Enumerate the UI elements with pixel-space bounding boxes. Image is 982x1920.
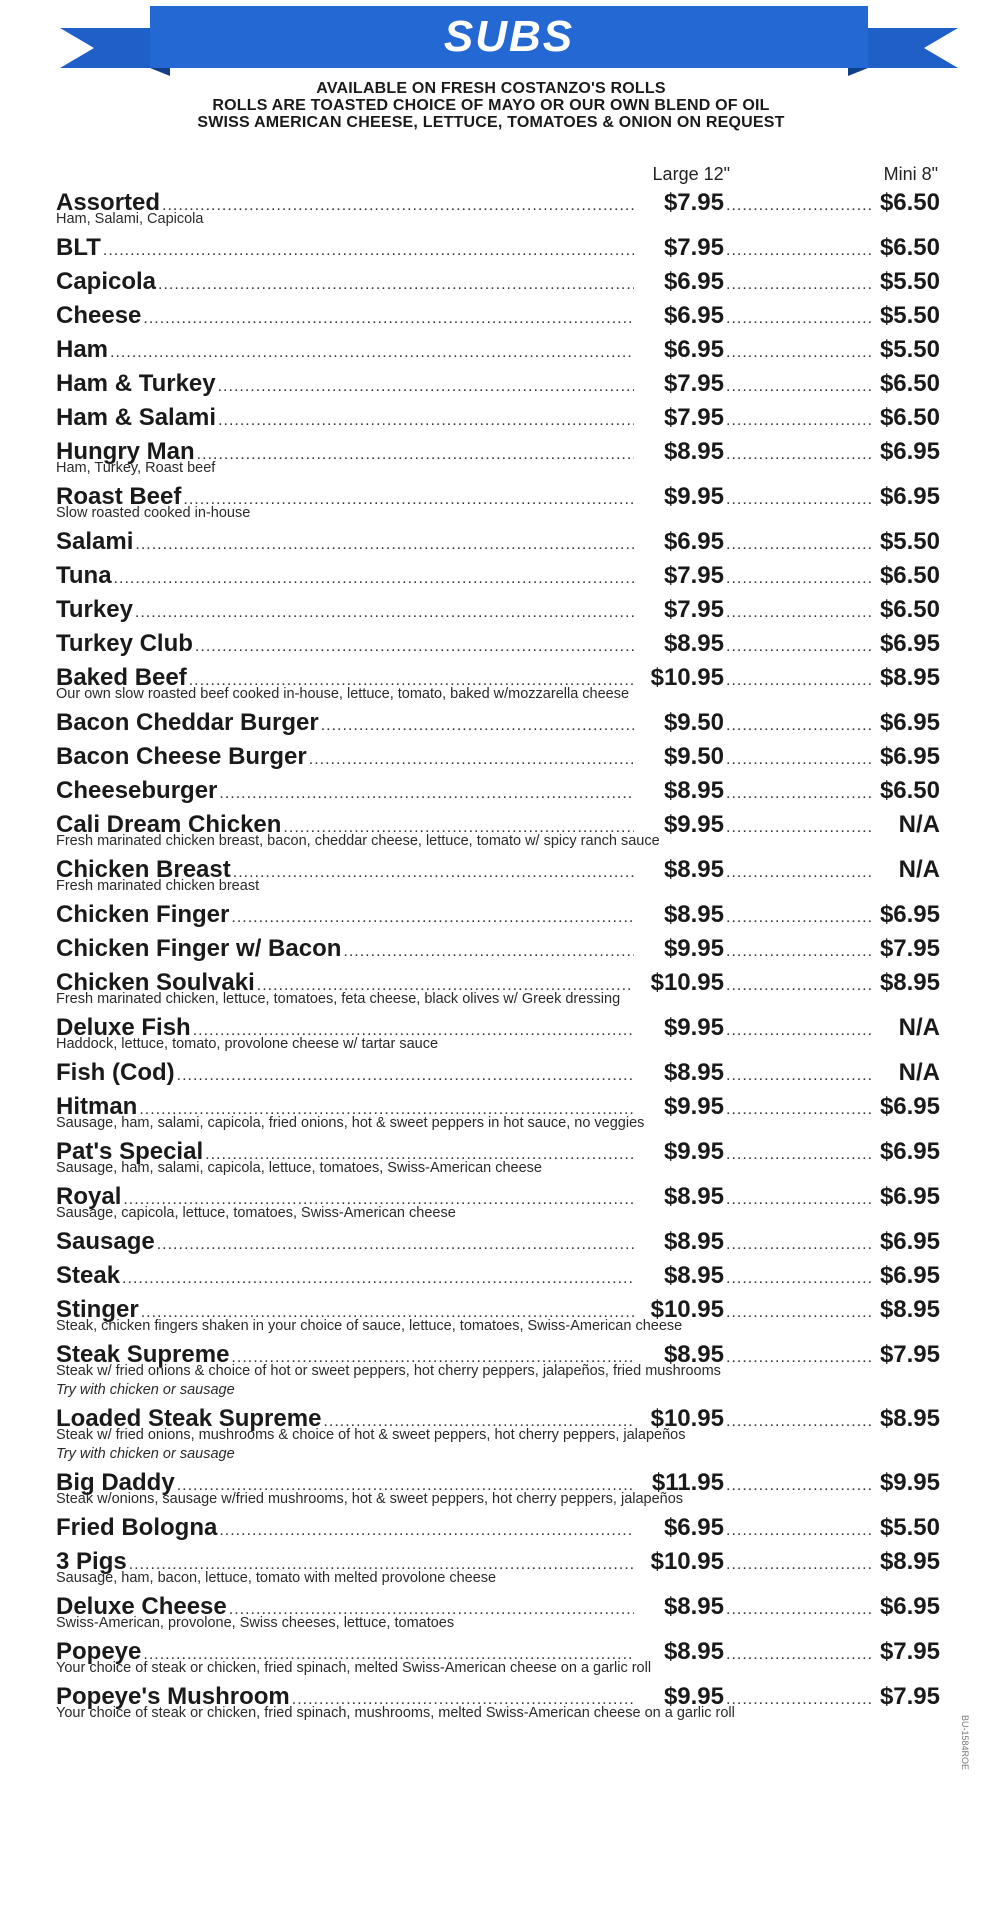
menu-item xyxy=(56,1680,940,1721)
menu-intro xyxy=(0,80,982,131)
item-description: Fresh marinated chicken breast, bacon, cheddar cheese, lettuce, tomato w/ spicy ranch sauce xyxy=(56,833,660,849)
menu-item xyxy=(56,333,940,367)
dot-leader xyxy=(726,438,872,472)
price-mini: $6.95 xyxy=(879,483,940,510)
dot-leader xyxy=(143,302,634,336)
dot-leader xyxy=(726,1183,872,1217)
dot-leader xyxy=(135,596,634,630)
item-description: Your choice of steak or chicken, fried spinach, mushrooms, melted Swiss-American cheese on a garlic roll xyxy=(56,1705,735,1721)
item-name: Steak xyxy=(56,1262,121,1289)
menu-item xyxy=(56,932,940,966)
menu-item-line xyxy=(56,231,940,265)
menu-item-line xyxy=(56,706,940,740)
menu-item xyxy=(56,186,940,227)
menu-item xyxy=(56,231,940,265)
price-mini: $7.95 xyxy=(879,935,940,962)
item-name: Popeye xyxy=(56,1638,142,1665)
item-name: Pat's Special xyxy=(56,1138,204,1165)
dot-leader xyxy=(726,1059,872,1093)
item-name: Royal xyxy=(56,1183,122,1210)
price-large: $8.95 xyxy=(663,777,724,804)
menu-item xyxy=(56,966,940,1007)
price-large: $10.95 xyxy=(650,1296,724,1323)
menu-item xyxy=(56,1635,940,1676)
dot-leader xyxy=(726,483,872,517)
price-large: $9.95 xyxy=(663,811,724,838)
price-large: $9.95 xyxy=(663,483,724,510)
dot-leader xyxy=(177,1059,634,1093)
menu-item xyxy=(56,559,940,593)
item-description: Sausage, ham, bacon, lettuce, tomato with melted provolone cheese xyxy=(56,1570,497,1586)
menu-item-line xyxy=(56,1511,940,1545)
item-name: BLT xyxy=(56,234,101,261)
item-description: Your choice of steak or chicken, fried spinach, melted Swiss-American cheese on a garlic roll xyxy=(56,1660,652,1676)
price-large: $11.95 xyxy=(651,1469,724,1496)
dot-leader xyxy=(218,404,634,438)
item-name: Turkey xyxy=(56,596,133,623)
menu-item xyxy=(56,1402,940,1462)
item-name: Sausage xyxy=(56,1228,155,1255)
price-mini: $5.50 xyxy=(879,302,940,329)
menu-item xyxy=(56,1180,940,1221)
price-mini: $6.50 xyxy=(879,777,940,804)
menu-list xyxy=(56,186,940,1725)
dot-leader xyxy=(195,630,634,664)
item-name: Deluxe Fish xyxy=(56,1014,191,1041)
item-description: Sausage, capicola, lettuce, tomatoes, Swiss-American cheese xyxy=(56,1205,456,1221)
price-mini: $6.95 xyxy=(879,1593,940,1620)
large-size-header: Large 12" xyxy=(652,164,730,184)
section-title: SUBS xyxy=(443,12,575,61)
price-large: $9.95 xyxy=(663,935,724,962)
price-mini: $6.50 xyxy=(879,370,940,397)
item-name: Bacon Cheese Burger xyxy=(56,743,307,770)
item-name: Chicken Finger w/ Bacon xyxy=(56,935,342,962)
price-large: $8.95 xyxy=(663,1059,724,1086)
price-mini: $8.95 xyxy=(879,1405,940,1432)
menu-item xyxy=(56,853,940,894)
item-description: Steak w/onions, sausage w/fried mushrooms, hot & sweet peppers, hot cherry peppers, jalapeños xyxy=(56,1491,684,1507)
menu-item xyxy=(56,1466,940,1507)
price-mini: $9.95 xyxy=(879,1469,940,1496)
item-name: Baked Beef xyxy=(56,664,187,691)
price-mini: $5.50 xyxy=(879,1514,940,1541)
dot-leader xyxy=(122,1262,634,1296)
intro-line-2: ROLLS ARE TOASTED CHOICE OF MAYO OR OUR OWN BLEND OF OIL xyxy=(212,97,770,114)
intro-line-1: AVAILABLE ON FRESH COSTANZO'S ROLLS xyxy=(316,80,666,97)
item-name: Fried Bologna xyxy=(56,1514,218,1541)
item-name: Hungry Man xyxy=(56,438,195,465)
item-description: Swiss-American, provolone, Swiss cheeses, lettuce, tomatoes xyxy=(56,1615,455,1631)
dot-leader xyxy=(726,811,872,845)
menu-item xyxy=(56,1293,940,1334)
price-large: $8.95 xyxy=(663,1262,724,1289)
dot-leader xyxy=(135,528,634,562)
menu-item xyxy=(56,1259,940,1293)
price-mini: $6.50 xyxy=(879,404,940,431)
price-mini: $5.50 xyxy=(879,336,940,363)
item-name: Cheeseburger xyxy=(56,777,218,804)
dot-leader xyxy=(158,268,634,302)
price-large: $10.95 xyxy=(650,1405,724,1432)
dot-leader xyxy=(726,1405,872,1439)
price-large: $7.95 xyxy=(663,596,724,623)
item-note: Try with chicken or sausage xyxy=(56,1382,235,1398)
dot-leader xyxy=(726,1638,872,1672)
item-name: Ham & Turkey xyxy=(56,370,216,397)
menu-item-line xyxy=(56,367,940,401)
item-name: Ham & Salami xyxy=(56,404,217,431)
item-note: Try with chicken or sausage xyxy=(56,1446,235,1462)
item-description: Haddock, lettuce, tomato, provolone cheese w/ tartar sauce xyxy=(56,1036,439,1052)
menu-item xyxy=(56,1135,940,1176)
price-mini: N/A xyxy=(898,811,940,838)
menu-item xyxy=(56,627,940,661)
item-description: Ham, Salami, Capicola xyxy=(56,211,204,227)
menu-item-line xyxy=(56,1225,940,1259)
item-name: Ham xyxy=(56,336,109,363)
item-name: Assorted xyxy=(56,189,161,216)
menu-item-line xyxy=(56,1259,940,1293)
price-mini: $6.95 xyxy=(879,438,940,465)
dot-leader xyxy=(726,562,872,596)
menu-item-line xyxy=(56,299,940,333)
menu-item xyxy=(56,1338,940,1398)
price-mini: $8.95 xyxy=(879,1296,940,1323)
dot-leader xyxy=(726,1014,872,1048)
price-mini: $6.95 xyxy=(879,1093,940,1120)
menu-item xyxy=(56,1511,940,1545)
menu-item-line xyxy=(56,740,940,774)
price-mini: $6.95 xyxy=(879,901,940,928)
dot-leader xyxy=(321,709,634,743)
dot-leader xyxy=(219,777,634,811)
item-name: Chicken Breast xyxy=(56,856,231,883)
dot-leader xyxy=(726,1514,872,1548)
menu-item-line xyxy=(56,525,940,559)
price-mini: $6.50 xyxy=(879,234,940,261)
item-name: Salami xyxy=(56,528,134,555)
price-mini: $8.95 xyxy=(879,1548,940,1575)
price-mini: $6.50 xyxy=(879,189,940,216)
item-description: Ham, Turkey, Roast beef xyxy=(56,460,216,476)
intro-line-3: SWISS AMERICAN CHEESE, LETTUCE, TOMATOES & ONION ON REQUEST xyxy=(197,114,785,131)
item-name: Fish (Cod) xyxy=(56,1059,175,1086)
item-name: Big Daddy xyxy=(56,1469,175,1496)
dot-leader xyxy=(726,664,872,698)
menu-item-line xyxy=(56,401,940,435)
price-mini: $6.95 xyxy=(879,1228,940,1255)
price-large: $8.95 xyxy=(663,1183,724,1210)
dot-leader xyxy=(726,404,872,438)
menu-item-line xyxy=(56,932,940,966)
menu-item xyxy=(56,706,940,740)
menu-item xyxy=(56,898,940,932)
dot-leader xyxy=(726,743,872,777)
dot-leader xyxy=(726,596,872,630)
dot-leader xyxy=(726,1296,872,1330)
dot-leader xyxy=(726,935,872,969)
dot-leader xyxy=(726,901,872,935)
dot-leader xyxy=(726,528,872,562)
price-mini: $6.95 xyxy=(879,743,940,770)
item-name: Deluxe Cheese xyxy=(56,1593,227,1620)
price-large: $7.95 xyxy=(663,189,724,216)
dot-leader xyxy=(726,1548,872,1582)
menu-item xyxy=(56,1225,940,1259)
price-large: $6.95 xyxy=(663,336,724,363)
dot-leader xyxy=(197,438,634,472)
item-name: Popeye's Mushroom xyxy=(56,1683,290,1710)
price-mini: $8.95 xyxy=(879,969,940,996)
menu-item xyxy=(56,265,940,299)
menu-item xyxy=(56,1545,940,1586)
menu-item-line xyxy=(56,559,940,593)
price-large: $9.95 xyxy=(663,1683,724,1710)
item-description: Sausage, ham, salami, capicola, fried onions, hot & sweet peppers in hot sauce, no veggies xyxy=(56,1115,645,1131)
item-name: Hitman xyxy=(56,1093,138,1120)
dot-leader xyxy=(726,709,872,743)
price-mini: $7.95 xyxy=(879,1341,940,1368)
price-mini: N/A xyxy=(898,1014,940,1041)
dot-leader xyxy=(343,935,634,969)
item-name: Capicola xyxy=(56,268,157,295)
price-mini: $7.95 xyxy=(879,1638,940,1665)
menu-item xyxy=(56,525,940,559)
item-name: Bacon Cheddar Burger xyxy=(56,709,319,736)
item-description: Fresh marinated chicken breast xyxy=(56,878,260,894)
menu-item-line xyxy=(56,333,940,367)
dot-leader xyxy=(726,1683,872,1717)
dot-leader xyxy=(726,1138,872,1172)
item-name: Roast Beef xyxy=(56,483,182,510)
item-description: Steak w/ fried onions & choice of hot or sweet peppers, hot cherry peppers, jalapeños, fried mushrooms xyxy=(56,1363,721,1379)
menu-item xyxy=(56,1056,940,1090)
price-mini: $5.50 xyxy=(879,268,940,295)
price-large: $9.50 xyxy=(663,743,724,770)
menu-item xyxy=(56,740,940,774)
dot-leader xyxy=(726,189,872,223)
dot-leader xyxy=(726,302,872,336)
item-name: 3 Pigs xyxy=(56,1548,127,1575)
dot-leader xyxy=(726,630,872,664)
dot-leader xyxy=(309,743,634,777)
dot-leader xyxy=(726,1341,872,1375)
item-name: Cheese xyxy=(56,302,142,329)
dot-leader xyxy=(162,189,634,223)
price-mini: N/A xyxy=(898,1059,940,1086)
dot-leader xyxy=(219,1514,634,1548)
column-headers xyxy=(0,164,982,188)
item-name: Cali Dream Chicken xyxy=(56,811,282,838)
price-large: $8.95 xyxy=(663,856,724,883)
dot-leader xyxy=(726,1093,872,1127)
dot-leader xyxy=(726,777,872,811)
price-large: $10.95 xyxy=(650,969,724,996)
menu-item xyxy=(56,1590,940,1631)
menu-item-line xyxy=(56,265,940,299)
price-mini: N/A xyxy=(898,856,940,883)
item-name: Stinger xyxy=(56,1296,139,1323)
price-large: $8.95 xyxy=(663,901,724,928)
price-mini: $6.95 xyxy=(879,1138,940,1165)
item-description: Fresh marinated chicken, lettuce, tomatoes, feta cheese, black olives w/ Greek dressing xyxy=(56,991,621,1007)
menu-item-line xyxy=(56,1056,940,1090)
price-large: $8.95 xyxy=(663,438,724,465)
item-name: Tuna xyxy=(56,562,112,589)
menu-item xyxy=(56,808,940,849)
dot-leader xyxy=(726,1593,872,1627)
price-large: $6.95 xyxy=(663,302,724,329)
dot-leader xyxy=(726,336,872,370)
price-mini: $6.95 xyxy=(879,709,940,736)
price-large: $8.95 xyxy=(663,1228,724,1255)
dot-leader xyxy=(233,856,634,890)
price-large: $6.95 xyxy=(663,1514,724,1541)
price-large: $10.95 xyxy=(650,664,724,691)
dot-leader xyxy=(726,969,872,1003)
menu-item xyxy=(56,774,940,808)
dot-leader xyxy=(726,234,872,268)
price-large: $9.50 xyxy=(663,709,724,736)
price-large: $8.95 xyxy=(663,1638,724,1665)
subs-banner xyxy=(60,6,958,76)
dot-leader xyxy=(726,370,872,404)
item-name: Turkey Club xyxy=(56,630,193,657)
menu-item xyxy=(56,401,940,435)
price-large: $10.95 xyxy=(650,1548,724,1575)
menu-item-line xyxy=(56,774,940,808)
price-mini: $6.95 xyxy=(879,1262,940,1289)
price-large: $9.95 xyxy=(663,1093,724,1120)
dot-leader xyxy=(726,1228,872,1262)
item-description: Slow roasted cooked in-house xyxy=(56,505,251,521)
menu-item xyxy=(56,299,940,333)
menu-item-line xyxy=(56,593,940,627)
price-large: $8.95 xyxy=(663,1593,724,1620)
item-description: Our own slow roasted beef cooked in-house, lettuce, tomato, baked w/mozzarella cheese xyxy=(56,686,630,702)
dot-leader xyxy=(110,336,634,370)
price-large: $7.95 xyxy=(663,562,724,589)
dot-leader xyxy=(157,1228,634,1262)
price-mini: $6.95 xyxy=(879,1183,940,1210)
item-name: Loaded Steak Supreme xyxy=(56,1405,322,1432)
price-mini: $6.95 xyxy=(879,630,940,657)
dot-leader xyxy=(103,234,634,268)
menu-item-line xyxy=(56,627,940,661)
dot-leader xyxy=(726,268,872,302)
dot-leader xyxy=(726,856,872,890)
mini-size-header: Mini 8" xyxy=(883,164,938,184)
price-large: $6.95 xyxy=(663,268,724,295)
menu-item xyxy=(56,593,940,627)
print-code: BU-1584ROE xyxy=(960,1714,970,1770)
item-description: Sausage, ham, salami, capicola, lettuce, tomatoes, Swiss-American cheese xyxy=(56,1160,542,1176)
dot-leader xyxy=(726,1262,872,1296)
price-large: $9.95 xyxy=(663,1014,724,1041)
price-large: $9.95 xyxy=(663,1138,724,1165)
menu-item-line xyxy=(56,898,940,932)
menu-item xyxy=(56,661,940,702)
price-large: $6.95 xyxy=(663,528,724,555)
price-large: $7.95 xyxy=(663,234,724,261)
dot-leader xyxy=(231,901,634,935)
dot-leader xyxy=(218,370,634,404)
price-mini: $6.50 xyxy=(879,562,940,589)
price-mini: $6.50 xyxy=(879,596,940,623)
menu-item xyxy=(56,1090,940,1131)
dot-leader xyxy=(726,1469,872,1503)
price-large: $7.95 xyxy=(663,370,724,397)
menu-item xyxy=(56,367,940,401)
price-large: $8.95 xyxy=(663,630,724,657)
menu-item xyxy=(56,1011,940,1052)
price-mini: $7.95 xyxy=(879,1683,940,1710)
dot-leader xyxy=(183,483,634,517)
item-name: Chicken Finger xyxy=(56,901,230,928)
menu-item xyxy=(56,435,940,476)
item-description: Steak w/ fried onions, mushrooms & choice of hot & sweet peppers, hot cherry peppers, jalapeños xyxy=(56,1427,686,1443)
price-large: $8.95 xyxy=(663,1341,724,1368)
price-mini: $5.50 xyxy=(879,528,940,555)
price-mini: $8.95 xyxy=(879,664,940,691)
price-large: $7.95 xyxy=(663,404,724,431)
menu-item xyxy=(56,480,940,521)
dot-leader xyxy=(114,562,634,596)
item-name: Steak Supreme xyxy=(56,1341,230,1368)
item-name: Chicken Soulvaki xyxy=(56,969,255,996)
item-description: Steak, chicken fingers shaken in your choice of sauce, lettuce, tomatoes, Swiss-American cheese xyxy=(56,1318,683,1334)
